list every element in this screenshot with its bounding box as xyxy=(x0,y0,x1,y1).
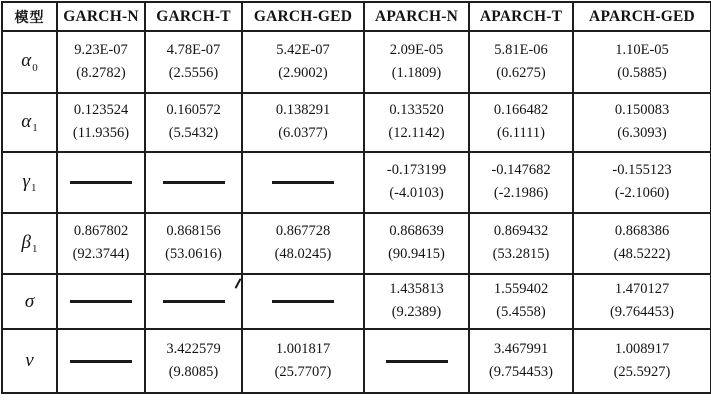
estimate-stack xyxy=(365,103,468,142)
table-cell xyxy=(469,213,573,274)
estimate-stack xyxy=(365,43,468,82)
estimate-value: 1.470127 xyxy=(614,281,670,298)
estimate-value: 0.868639 xyxy=(389,223,444,240)
estimate-value: 1.559402 xyxy=(493,281,549,298)
param-subscript: 1 xyxy=(31,182,37,195)
tstat-value: (53.0616) xyxy=(165,246,222,262)
estimate-value: 1.008917 xyxy=(614,340,670,357)
table-cell xyxy=(145,329,242,393)
estimate-value: 2.09E-05 xyxy=(389,41,444,58)
table-cell xyxy=(57,93,145,152)
header-row xyxy=(2,2,711,31)
dash-placeholder xyxy=(386,360,448,363)
estimate-stack xyxy=(470,103,572,142)
table-cell xyxy=(242,152,364,213)
param-label xyxy=(2,274,57,329)
tstat-value: (-2.1986) xyxy=(493,185,549,201)
column-header-garch-n: GARCH-N xyxy=(57,2,145,31)
tstat-value: (9.2389) xyxy=(391,304,442,320)
param-label xyxy=(2,329,57,393)
column-header-aparch-n: APARCH-N xyxy=(364,2,469,31)
estimate-value: 1.435813 xyxy=(389,281,444,298)
estimate-value: 0.166482 xyxy=(493,102,549,119)
param-label xyxy=(2,93,57,152)
dash-placeholder xyxy=(163,300,225,303)
estimate-value: 0.868156 xyxy=(166,223,221,240)
estimate-stack xyxy=(58,224,144,263)
dash-placeholder xyxy=(163,181,225,184)
param-row xyxy=(2,329,711,393)
table-cell xyxy=(573,93,711,152)
estimate-stack xyxy=(574,342,710,381)
parameter-estimates-table xyxy=(1,1,711,394)
table-cell xyxy=(469,93,573,152)
tstat-value: (0.5885) xyxy=(617,64,667,81)
dash-placeholder xyxy=(70,360,132,363)
table-cell xyxy=(364,152,469,213)
estimate-stack xyxy=(574,224,710,263)
estimate-stack xyxy=(146,342,241,381)
param-symbol: γ xyxy=(22,170,30,192)
column-header-aparch-t: APARCH-T xyxy=(469,2,573,31)
tstat-value: (-4.0103) xyxy=(389,185,444,201)
estimate-value: -0.155123 xyxy=(612,162,672,179)
corner-header-model: 模型 xyxy=(2,2,57,31)
estimate-value: 9.23E-07 xyxy=(74,41,128,58)
tstat-value: (9.8085) xyxy=(168,363,219,380)
tstat-value: (12.1142) xyxy=(388,125,445,141)
estimate-value: 3.467991 xyxy=(493,340,549,357)
tstat-value: (53.2815) xyxy=(492,246,550,262)
table-cell xyxy=(364,31,469,93)
table-cell xyxy=(364,329,469,393)
param-symbol: α xyxy=(21,50,32,72)
estimate-value: 0.123524 xyxy=(73,102,129,119)
table-cell xyxy=(469,329,573,393)
tstat-value: (2.5556) xyxy=(168,64,219,81)
table-cell xyxy=(573,329,711,393)
table-cell xyxy=(573,213,711,274)
table-cell xyxy=(145,31,242,93)
estimate-value: 0.138291 xyxy=(275,102,331,119)
estimate-stack xyxy=(470,282,572,321)
tstat-value: (2.9002) xyxy=(278,64,328,81)
table-cell xyxy=(57,31,145,93)
param-symbol: ν xyxy=(25,350,34,371)
dash-placeholder xyxy=(70,300,132,303)
param-symbol: σ xyxy=(24,290,35,312)
estimate-value: 0.133520 xyxy=(389,102,444,119)
dash-placeholder xyxy=(272,181,334,184)
estimate-stack xyxy=(470,224,572,263)
table-cell xyxy=(573,152,711,213)
tstat-value: (-2.1060) xyxy=(614,185,670,201)
param-label xyxy=(2,31,57,93)
estimate-stack xyxy=(58,103,144,142)
table-cell xyxy=(242,274,364,329)
param-symbol: α xyxy=(21,110,32,132)
table-cell xyxy=(469,31,573,93)
tstat-value: (25.7707) xyxy=(274,363,332,380)
param-subscript: 1 xyxy=(31,243,38,256)
dash-placeholder xyxy=(272,300,334,303)
param-row xyxy=(2,274,711,329)
tstat-value: (6.0377) xyxy=(278,125,328,141)
estimate-stack xyxy=(574,43,710,82)
estimate-stack xyxy=(365,163,468,202)
tstat-value: (48.0245) xyxy=(274,246,332,262)
tstat-value: (5.5432) xyxy=(168,125,219,141)
estimate-value: 0.150083 xyxy=(614,102,670,119)
estimate-value: 0.869432 xyxy=(493,223,549,240)
table-cell xyxy=(145,213,242,274)
estimate-stack xyxy=(243,43,363,82)
tstat-value: (25.5927) xyxy=(613,363,671,380)
param-row xyxy=(2,31,711,93)
param-label xyxy=(2,152,57,213)
tstat-value: (6.1111) xyxy=(497,125,545,141)
estimate-value: 1.10E-05 xyxy=(615,41,669,58)
column-header-aparch-ged: APARCH-GED xyxy=(573,2,711,31)
table-cell xyxy=(573,31,711,93)
estimate-stack xyxy=(470,43,572,82)
estimate-stack xyxy=(365,224,468,263)
table-cell xyxy=(242,329,364,393)
estimate-value: 1.001817 xyxy=(275,340,331,357)
estimate-stack xyxy=(146,43,241,82)
estimate-stack xyxy=(58,43,144,82)
tstat-value: (6.3093) xyxy=(617,125,667,141)
tstat-value: (11.9356) xyxy=(72,125,130,141)
param-symbol: β xyxy=(21,231,31,253)
column-header-garch-ged: GARCH-GED xyxy=(242,2,364,31)
param-row xyxy=(2,93,711,152)
estimate-value: -0.147682 xyxy=(491,162,551,179)
tstat-value: (9.764453) xyxy=(609,304,675,320)
tstat-value: (8.2782) xyxy=(76,64,126,81)
param-subscript: 0 xyxy=(32,61,38,74)
param-label xyxy=(2,213,57,274)
estimate-value: 5.81E-06 xyxy=(494,41,548,58)
table-cell xyxy=(364,274,469,329)
estimate-stack xyxy=(146,224,241,263)
tstat-value: (1.1809) xyxy=(391,64,442,81)
tstat-value: (90.9415) xyxy=(388,246,445,262)
table-cell xyxy=(242,93,364,152)
tstat-value: (9.754453) xyxy=(488,363,554,380)
dash-placeholder xyxy=(70,181,132,184)
table-cell xyxy=(469,274,573,329)
estimate-value: 4.78E-07 xyxy=(166,41,221,58)
estimate-stack xyxy=(574,103,710,142)
table-cell xyxy=(57,329,145,393)
param-subscript: 1 xyxy=(32,122,38,135)
estimate-value: 0.868386 xyxy=(614,223,670,240)
estimate-stack xyxy=(574,163,710,202)
estimate-stack xyxy=(574,282,710,321)
estimate-stack xyxy=(470,163,572,202)
tstat-value: (0.6275) xyxy=(496,64,546,81)
estimate-stack xyxy=(365,282,468,321)
estimate-value: 5.42E-07 xyxy=(276,41,330,58)
param-row xyxy=(2,213,711,274)
table-cell xyxy=(242,31,364,93)
estimate-stack xyxy=(146,103,241,142)
tstat-value: (48.5222) xyxy=(613,246,671,262)
table-cell xyxy=(469,152,573,213)
tstat-value: (5.4558) xyxy=(496,304,546,320)
estimate-value: 0.867728 xyxy=(275,223,331,240)
estimate-stack xyxy=(470,342,572,381)
param-row xyxy=(2,152,711,213)
table-cell xyxy=(573,274,711,329)
estimate-value: -0.173199 xyxy=(386,162,447,179)
table-cell xyxy=(364,93,469,152)
table-cell xyxy=(242,213,364,274)
estimate-stack xyxy=(243,342,363,381)
estimate-stack xyxy=(243,224,363,263)
table-cell xyxy=(145,93,242,152)
table-cell xyxy=(145,274,242,329)
table-cell xyxy=(57,213,145,274)
estimate-stack xyxy=(243,103,363,142)
tstat-value: (92.3744) xyxy=(72,246,130,262)
table-cell xyxy=(145,152,242,213)
table-cell xyxy=(57,152,145,213)
estimate-value: 0.867802 xyxy=(73,223,129,240)
scanned-paper-table-page xyxy=(0,1,711,405)
estimate-value: 0.160572 xyxy=(166,102,221,119)
column-header-garch-t: GARCH-T xyxy=(145,2,242,31)
table-cell xyxy=(364,213,469,274)
estimate-value: 3.422579 xyxy=(166,340,221,357)
table-cell xyxy=(57,274,145,329)
